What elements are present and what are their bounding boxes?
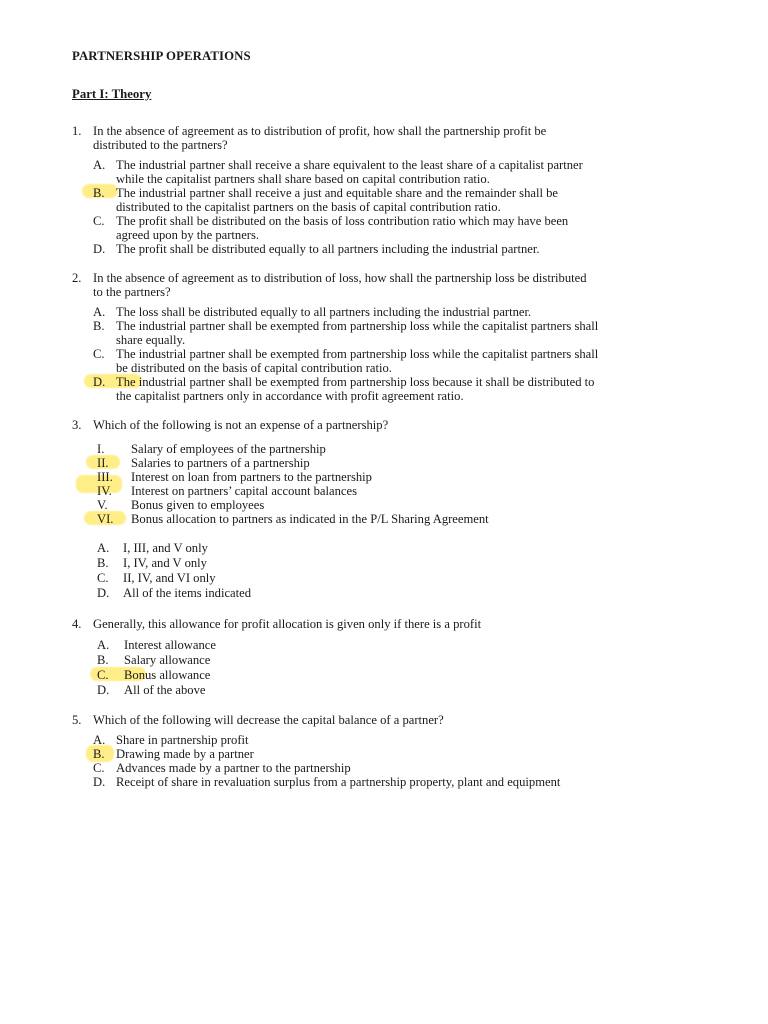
item-numeral: V. <box>97 498 108 512</box>
document-title: PARTNERSHIP OPERATIONS <box>72 49 251 63</box>
question-stem-line: In the absence of agreement as to distribution of loss, how shall the partnership loss be distributed <box>93 271 587 285</box>
choice-letter: A. <box>93 305 106 319</box>
question-stem-line: Generally, this allowance for profit allocation is given only if there is a profit <box>93 617 482 631</box>
choice-text: Salary allowance <box>124 653 211 667</box>
choice-text: agreed upon by the partners. <box>116 228 260 242</box>
choice-text: Advances made by a partner to the partnership <box>116 761 351 775</box>
choice-letter: D. <box>93 775 106 789</box>
choice-letter: B. <box>97 556 109 570</box>
question-number: 4. <box>72 617 82 631</box>
item-text: Bonus given to employees <box>131 498 265 512</box>
question-stem-line: distributed to the partners? <box>93 138 228 152</box>
item-text: Interest on loan from partners to the partnership <box>131 470 372 484</box>
question-number: 1. <box>72 124 82 138</box>
choice-letter: A. <box>93 733 106 747</box>
item-numeral: IV. <box>97 484 112 498</box>
choice-text: Interest allowance <box>124 638 216 652</box>
item-text: Salary of employees of the partnership <box>131 442 326 456</box>
choice-text: Share in partnership profit <box>116 733 249 747</box>
choice-text: The loss shall be distributed equally to all partners including the industrial partner. <box>116 305 532 319</box>
item-text: Bonus allocation to partners as indicated in the P/L Sharing Agreement <box>131 512 489 526</box>
choice-text: The industrial partner shall be exempted from partnership loss while the capitalist partners shall <box>116 319 599 333</box>
question-number: 5. <box>72 713 82 727</box>
choice-text: share equally. <box>116 333 186 347</box>
choice-letter: C. <box>97 668 109 682</box>
question-number: 3. <box>72 418 82 432</box>
item-numeral: VI. <box>97 512 114 526</box>
choice-text: the capitalist partners only in accordance with profit agreement ratio. <box>116 389 464 403</box>
choice-letter: A. <box>97 541 110 555</box>
choice-text: Bonus allowance <box>124 668 211 682</box>
choice-text: The profit shall be distributed equally to all partners including the industrial partner. <box>116 242 540 256</box>
choice-letter: C. <box>93 214 105 228</box>
choice-letter: C. <box>93 761 105 775</box>
choice-text: be distributed on the basis of capital contribution ratio. <box>116 361 392 375</box>
choice-text: The industrial partner shall be exempted from partnership loss while the capitalist partners shall <box>116 347 599 361</box>
choice-text: The profit shall be distributed on the basis of loss contribution ratio which may have been <box>116 214 569 228</box>
choice-text: while the capitalist partners shall share based on capital contribution ratio. <box>116 172 490 186</box>
choice-text: I, IV, and V only <box>123 556 207 570</box>
choice-letter: B. <box>93 319 105 333</box>
choice-text: Drawing made by a partner <box>116 747 254 761</box>
choice-letter: D. <box>93 375 106 389</box>
choice-letter: A. <box>93 158 106 172</box>
question-stem-line: Which of the following is not an expense of a partnership? <box>93 418 389 432</box>
choice-text: distributed to the capitalist partners on the basis of capital contribution ratio. <box>116 200 501 214</box>
choice-text: The industrial partner shall receive a just and equitable share and the remainder shall be <box>116 186 559 200</box>
item-numeral: II. <box>97 456 109 470</box>
item-numeral: III. <box>97 470 113 484</box>
choice-letter: D. <box>93 242 106 256</box>
choice-text: All of the items indicated <box>123 586 252 600</box>
choice-letter: C. <box>97 571 109 585</box>
choice-letter: D. <box>97 683 110 697</box>
question-stem-line: Which of the following will decrease the capital balance of a partner? <box>93 713 444 727</box>
item-text: Interest on partners’ capital account balances <box>131 484 357 498</box>
choice-letter: B. <box>97 653 109 667</box>
part-heading: Part I: Theory <box>72 87 152 101</box>
choice-text: The industrial partner shall be exempted from partnership loss because it shall be distributed to <box>116 375 595 389</box>
choice-text: Receipt of share in revaluation surplus from a partnership property, plant and equipment <box>116 775 561 789</box>
choice-text: The industrial partner shall receive a share equivalent to the least share of a capitalist partner <box>116 158 583 172</box>
choice-letter: B. <box>93 186 105 200</box>
choice-letter: C. <box>93 347 105 361</box>
choice-text: I, III, and V only <box>123 541 208 555</box>
item-text: Salaries to partners of a partnership <box>131 456 310 470</box>
choice-letter: A. <box>97 638 110 652</box>
choice-text: II, IV, and VI only <box>123 571 216 585</box>
question-number: 2. <box>72 271 82 285</box>
question-stem-line: to the partners? <box>93 285 171 299</box>
choice-letter: B. <box>93 747 105 761</box>
choice-text: All of the above <box>124 683 206 697</box>
choice-letter: D. <box>97 586 110 600</box>
question-stem-line: In the absence of agreement as to distribution of profit, how shall the partnership profit be <box>93 124 547 138</box>
item-numeral: I. <box>97 442 105 456</box>
